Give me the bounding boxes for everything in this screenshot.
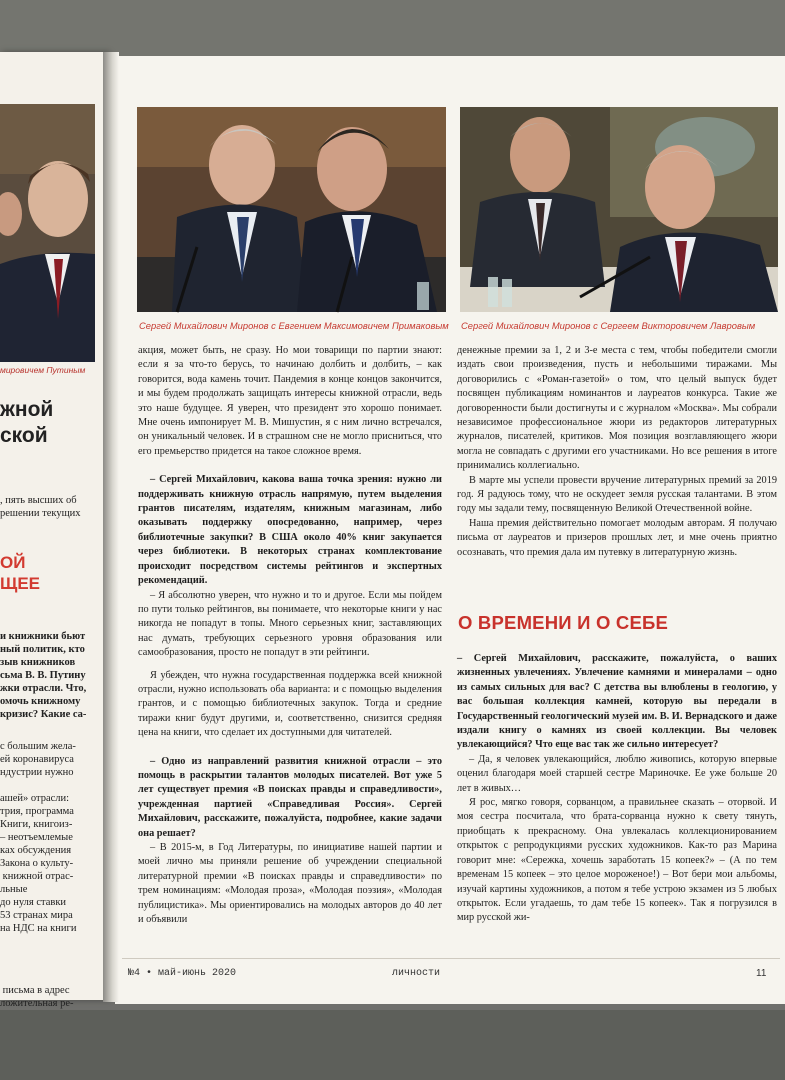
left-photo (0, 104, 95, 362)
col2-paragraph-5: Я рос, мягко говоря, сорванцом, а правильнее сказать – оторвой. И моя сестра посчитала, что брата-сорванца нужно к свету тянуть, приобщать к прекрасному. Она увлекалась коллекционированием открыток с репродукциями русских художников. Как-то раз Марина говорит мне: «Сережка, хочешь заработать 15 копеек?» – (А по тем временам 15 копеек – это целое мороженое!) – Вот бери мои альбомы, изучай картины художников, а потом я тебе устрою экзамен из 5 любых открыток. Если угадаешь, то дам тебе 15 копеек». Так я погрузился в мир русской жи- (457, 797, 777, 924)
col2-paragraph-1: денежные премии за 1, 2 и 3-е места с тем, чтобы победители смогли издать свои произведения, пусть и небольшими тиражами. Мы договорились с «Роман-газетой» о том, что целый выпуск будет посвящен публикациям номинантов и лауреатов конкурса. Такие же договоренности были достигнуты и с журналом «Москва». Мы собрали независимое профессиональное жюри из редакторов литературных журналов, писателей, критиков. Моя позиция возглавляющего жюри могла не совпадать с другими его участниками. Но все решения в итоге принимались коллегиально. (457, 345, 777, 472)
left-photo-caption: мировичем Путиным (0, 365, 86, 375)
section-title: О ВРЕМЕНИ И О СЕБЕ (458, 612, 669, 633)
col2-paragraph-2: В марте мы успели провести вручение литературных премий за 2019 год. Я радуюсь тому, что не оскудеет земля русская талантами. В этом году мы задали тему, посвященную Великой Отечественной войне. (457, 474, 777, 515)
footer-rule (122, 958, 780, 959)
photo-mironov-lavrov (460, 107, 778, 312)
article-column-2-lower (457, 652, 777, 926)
left-heading: жной ской (0, 398, 54, 447)
footer-section-name: личности (392, 968, 441, 979)
left-red-heading: ОЙ ЩЕЕ (0, 553, 41, 593)
left-page (0, 52, 108, 1009)
left-question-text: и книжники бьют ный политик, кто зыв книжников сьма В. В. Путину жки отрасли. Что, омочь книжному кризис? Какие са- (0, 631, 87, 720)
scan-background-bottom (0, 1010, 785, 1080)
page-gutter (103, 52, 119, 1002)
left-intro-text: , пять высших об решении текущих (0, 495, 81, 519)
scan-background-top (0, 0, 785, 58)
left-body-text: с большим жела- ей коронавируса ндустрии нужно ашей» отрасли: трия, программа Книги, книгоиз- – неотъемлемые ках обсуждения Закона о культу- книжной отрас- льные до нуля ставки 53 странах мира на НДС на книги (0, 741, 77, 934)
col2-paragraph-4: – Да, я человек увлекающийся, люблю живопись, которую впервые оценил благодаря моей старшей сестре Мариночке. Ее уже больше 20 лет в живых… (457, 753, 777, 794)
page-number: 11 (756, 968, 767, 979)
col2-question-1: – Сергей Михайлович, расскажите, пожалуйста, о ваших жизненных увлечениях. Увлечение камнями и минералами – одно из самых сильных для вас? С детства вы влюблены в геологию, у вас большая коллекция камней, которую вы передали в Государственный геологический музей им. В. И. Вернадского и даже издали книгу о камнях из своей коллекции. Вы человек увлекающийся? Что еще вас так же сильно интересует? (457, 653, 777, 751)
footer-issue: №4 • май-июнь 2020 (128, 968, 237, 979)
col1-question-2: – Одно из направлений развития книжной отрасли – это помощь в раскрытии талантов молодых писателей. Вот уже 5 лет существует премия «В поисках правды и справедливости», учрежденная партией «Справедливая Россия». Сергей Михайлович, расскажите, пожалуйста, подробнее, какие задачи она решает? (138, 755, 442, 839)
col1-question-1: – Сергей Михайлович, какова ваша точка зрения: нужно ли поддерживать книжную отрасль напрямую, путем выделения грантов писателям, издателям, книжным магазинам, либо оказывать поддержку опосредованно, например, через библиотечные закупки? В США около 40% книг закупается через библиотеки. В некоторых странах комплектование происходит посредством системы рейтингов и экспертных рекомендаций. (138, 474, 442, 587)
photo-mironov-primakov (137, 107, 446, 312)
col1-paragraph-1: акция, может быть, не сразу. Но мои товарищи по партии знают: если я за что-то берусь, то начинаю долбить и долбить, – как говорится, вода камень точит. Пандемия в конце концов закончится, и мы будем продолжать защищать интересы книжной отрасли, ведь это наше будущее. Я уверен, что президент это хорошо понимает. Мне очень импонирует М. В. Мишустин, я с ним лично встречался, он уникальный человек. И в страшном сне не могло присниться, что его премьерство придется на такое сложное время. (138, 345, 442, 457)
col1-paragraph-2: – Я абсолютно уверен, что нужно и то и другое. Если мы пойдем по пути только рейтингов, вы понимаете, что некоторые книги у нас никогда не попадут в топы. Много серьезных книг, заставляющих нас думать, требующих серьезного уровня образования или самообразования, просто не попадут в эти рейтинги. (138, 589, 442, 659)
photo2-caption: Сергей Михайлович Миронов с Сергеем Викторовичем Лавровым (461, 320, 756, 331)
photo1-caption: Сергей Михайлович Миронов с Евгением Максимовичем Примаковым (139, 320, 449, 331)
left-body-text-end: письма в адрес ложительная ре- (0, 985, 74, 1009)
article-column-2 (457, 344, 777, 560)
col1-paragraph-3: Я убежден, что нужна государственная поддержка всей книжной отрасли, нужно использовать оба варианта: и с помощью выделения грантов, и с помощью библиотечных закупок. Тогда и средние тиражи книг будут другими, и, соответственно, снизится средняя цена на книги, что сделает их доступными для читателей. (138, 669, 442, 739)
col2-paragraph-3: Наша премия действительно помогает молодым авторам. Я получаю письма от лауреатов и призеров прошлых лет, и мне очень приятно осознавать, что премия дала им путевку в литературную жизнь. (457, 517, 777, 558)
col1-paragraph-4: – В 2015-м, в Год Литературы, по инициативе нашей партии и моей лично мы приняли решение об учреждении специальной литературной премии «В поисках правды и справедливости» по трем номинациям: «Молодая проза», «Молодая поэзия», «Молодая публицистика». Мы ориентировались на молодых авторов до 40 лет и объявили (138, 842, 442, 926)
article-column-1 (138, 344, 442, 927)
